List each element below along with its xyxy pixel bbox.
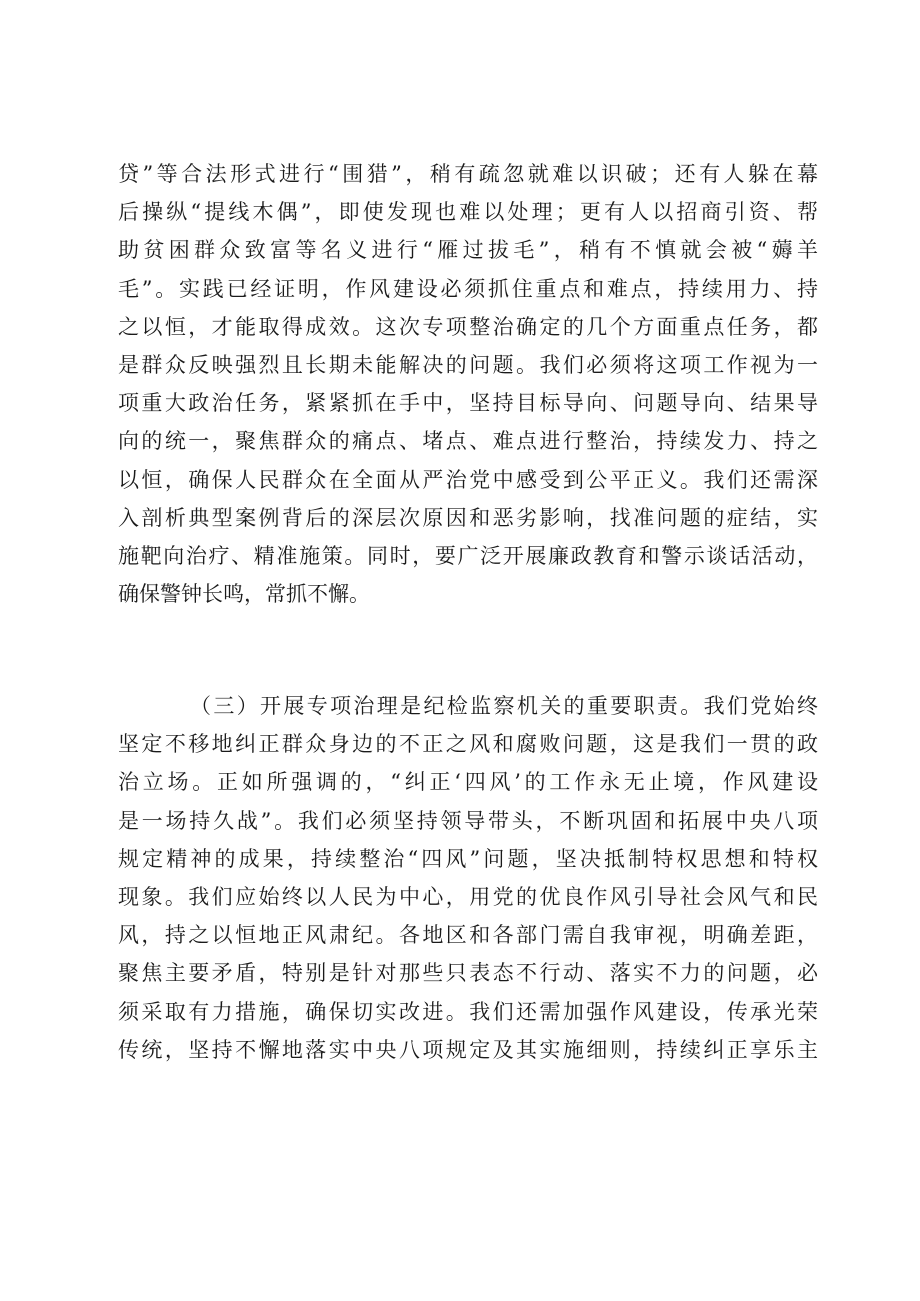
paragraph-2-line: 规定精神的成果，持续整治“四风”问题，坚决抵制特权思想和特权 bbox=[118, 846, 818, 871]
paragraph-1 bbox=[118, 155, 818, 613]
paragraph-1-line: 后操纵“提线木偶”，即使发现也难以处理；更有人以招商引资、帮 bbox=[118, 200, 818, 225]
paragraph-1-line: 施靶向治疗、精准施策。同时，要广泛开展廉政教育和警示谈话活动， bbox=[118, 543, 818, 568]
paragraph-1-line: 是群众反映强烈且长期未能解决的问题。我们必须将这项工作视为一 bbox=[118, 352, 818, 377]
paragraph-1-line: 贷”等合法形式进行“围猎”，稍有疏忽就难以识破；还有人躲在幕 bbox=[118, 162, 818, 186]
paragraph-2-line: 坚定不移地纠正群众身边的不正之风和腐败问题，这是我们一贯的政 bbox=[118, 732, 818, 757]
paragraph-1-line: 向的统一，聚焦群众的痛点、堵点、难点进行整治，持续发力、持之 bbox=[118, 429, 818, 454]
paragraph-1-line: 项重大政治任务，紧紧抓在手中，坚持目标导向、问题导向、结果导 bbox=[118, 391, 818, 416]
paragraph-2-line: 传统，坚持不懈地落实中央八项规定及其实施细则，持续纠正享乐主 bbox=[118, 1037, 818, 1062]
paragraph-2-line: 现象。我们应始终以人民为中心，用党的优良作风引导社会风气和民 bbox=[118, 884, 818, 909]
paragraph-2-line: 治立场。正如所强调的，“纠正‘四风’的工作永无止境，作风建设 bbox=[118, 770, 818, 795]
paragraph-1-line: 助贫困群众致富等名义进行“雁过拔毛”，稍有不慎就会被“薅羊 bbox=[118, 238, 818, 263]
paragraph-1-line: 毛”。实践已经证明，作风建设必须抓住重点和难点，持续用力、持 bbox=[118, 276, 818, 301]
paragraph-2-line: 聚焦主要矛盾，特别是针对那些只表态不行动、落实不力的问题，必 bbox=[118, 961, 818, 986]
paragraph-2 bbox=[118, 687, 818, 1069]
paragraph-1-line: 确保警钟长鸣，常抓不懈。 bbox=[118, 582, 370, 607]
paragraph-2-line: 是一场持久战”。我们必须坚持领导带头，不断巩固和拓展中央八项 bbox=[118, 808, 818, 833]
paragraph-1-line: 入剖析典型案例背后的深层次原因和恶劣影响，找准问题的症结，实 bbox=[118, 505, 818, 530]
paragraph-2-line: （三）开展专项治理是纪检监察机关的重要职责。我们党始终 bbox=[190, 694, 818, 718]
paragraph-1-line: 以恒，确保人民群众在全面从严治党中感受到公平正义。我们还需深 bbox=[118, 467, 818, 492]
paragraph-2-line: 风，持之以恒地正风肃纪。各地区和各部门需自我审视，明确差距， bbox=[118, 923, 818, 948]
paragraph-1-line: 之以恒，才能取得成效。这次专项整治确定的几个方面重点任务，都 bbox=[118, 314, 818, 339]
paragraph-2-line: 须采取有力措施，确保切实改进。我们还需加强作风建设，传承光荣 bbox=[118, 999, 818, 1024]
